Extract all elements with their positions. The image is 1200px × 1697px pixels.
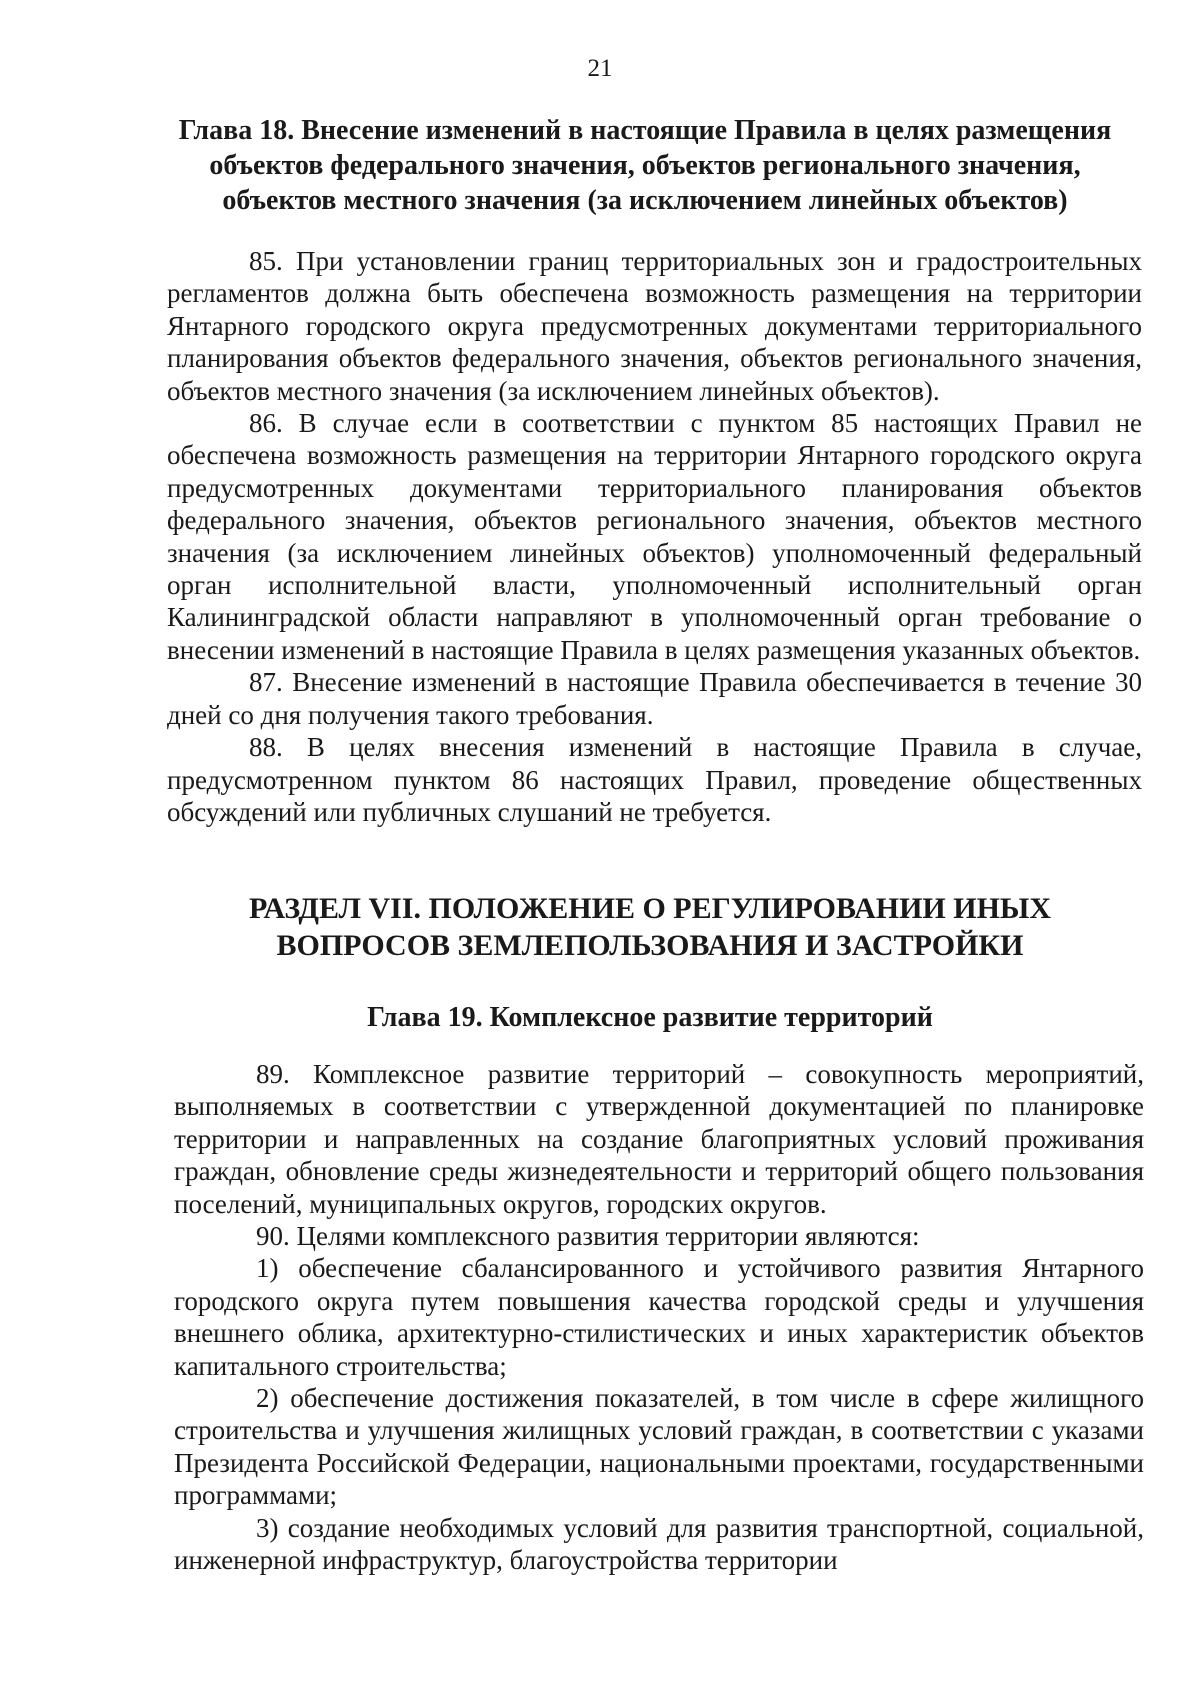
- paragraph-85: 85. При установлении границ территориальных зон и градостроительных регламентов должна быть обеспечена возможность размещения на территории Янтарного городского округа предусмотренных документами территориального планирования объектов федерального значения, объектов регионального значения, объектов местного значения (за исключением линейных объектов).: [167, 246, 1142, 406]
- paragraph-87: 87. Внесение изменений в настоящие Правила обеспечивается в течение 30 дней со дня получения такого требования.: [167, 667, 1142, 730]
- paragraph-90: 90. Целями комплексного развития территории являются:: [256, 1221, 920, 1252]
- paragraph-86: 86. В случае если в соответствии с пунктом 85 настоящих Правил не обеспечена возможность размещения на территории Янтарного городского округа предусмотренных документами территориального планирования объектов федерального значения, объектов регионального значения, объектов местного значения (за исключением линейных объектов) уполномоченный федеральный орган исполнительной власти, уполномоченный исполнительный орган Калининградской области направляют в уполномоченный орган требование о внесении изменений в настоящие Правила в целях размещения указанных объектов.: [167, 408, 1142, 665]
- chapter-19-title: Глава 19. Комплексное развитие территорий: [367, 1002, 933, 1033]
- section-7-title: РАЗДЕЛ VII. ПОЛОЖЕНИЕ О РЕГУЛИРОВАНИИ ИНЫХ ВОПРОСОВ ЗЕМЛЕПОЛЬЗОВАНИЯ И ЗАСТРОЙКИ: [248, 892, 1052, 962]
- chapter-18-title: Глава 18. Внесение изменений в настоящие Правила в целях размещения объектов федерального значения, объектов регионального значения, объектов местного значения (за исключением линейных объектов): [178, 115, 1112, 216]
- paragraph-88: 88. В целях внесения изменений в настоящие Правила в случае, предусмотренном пунктом 86 настоящих Правил, проведение общественных обсуждений или публичных слушаний не требуется.: [167, 732, 1142, 827]
- list-item-2: 2) обеспечение достижения показателей, в том числе в сфере жилищного строительства и улучшения жилищных условий граждан, в соответствии с указами Президента Российской Федерации, национальными проектами, государственными программами;: [174, 1383, 1144, 1511]
- paragraph-89: 89. Комплексное развитие территорий – совокупность мероприятий, выполняемых в соответствии с утвержденной документацией по планировке территории и направленных на создание благоприятных условий проживания граждан, обновление среды жизнедеятельности и территорий общего пользования поселений, муниципальных округов, городских округов.: [174, 1059, 1144, 1219]
- page-number: 21: [587, 55, 613, 82]
- chapter-18-body: [167, 245, 1142, 828]
- list-item-1: 1) обеспечение сбалансированного и устойчивого развития Янтарного городского округа путем повышения качества городской среды и улучшения внешнего облика, архитектурно-стилистических и иных характеристик объектов капитального строительства;: [174, 1253, 1144, 1381]
- list-item-3: 3) создание необходимых условий для развития транспортной, социальной, инженерной инфраструктур, благоустройства территории: [174, 1512, 1144, 1576]
- chapter-19-body: [174, 1058, 1144, 1577]
